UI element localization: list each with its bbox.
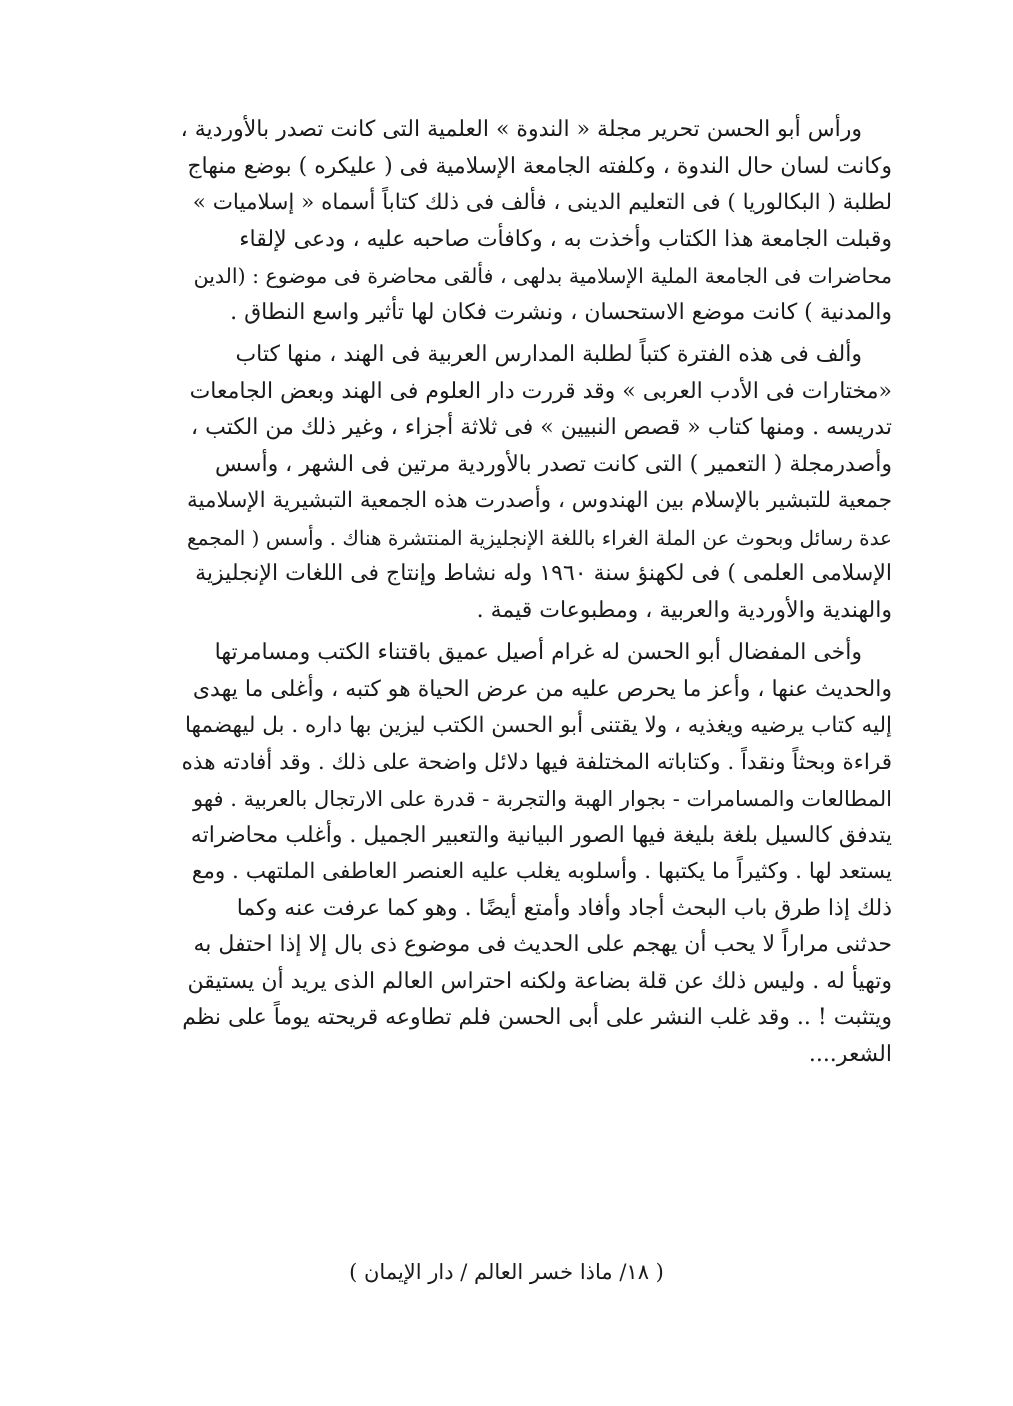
text-line: وأصدرمجلة ( التعمير ) التى كانت تصدر بالأوردية مرتين فى الشهر ، وأسس [214,451,892,477]
text-line: ورأس أبو الحسن تحرير مجلة « الندوة » العلمية التى كانت تصدر بالأوردية ، [180,117,862,142]
text-line: المطالعات والمسامرات - بجوار الهبة والتجربة - قدرة على الارتجال بالعربية . فهو [192,787,892,811]
paragraph-3 [180,635,892,1073]
paragraph-1 [180,112,892,331]
paragraph-2 [180,337,892,629]
text-line: الإسلامى العلمى ) فى لكهنؤ سنة ١٩٦٠ وله نشاط وإنتاج فى اللغات الإنجليزية [195,561,892,586]
text-line: قراءة وبحثاً ونقداً . وكتاباته المختلفة فيها دلائل واضحة على ذلك . وقد أفادته هذه [181,749,892,775]
text-line: عدة رسائل وبحوث عن الملة الغراء باللغة الإنجليزية المنتشرة هناك . وأسس ( المجمع [186,525,892,550]
text-line: والمدنية ) كانت موضع الاستحسان ، ونشرت فكان لها تأثير واسع النطاق . [230,299,892,325]
page-footer: ( ١٨/ ماذا خسر العالم / دار الإيمان ) [349,1260,664,1284]
text-line: لطلبة ( البكالوريا ) فى التعليم الدينى ، فألف فى ذلك كتاباً أسماه « إسلاميات » [192,190,892,215]
text-line: جمعية للتبشير بالإسلام بين الهندوس ، وأصدرت هذه الجمعية التبشيرية الإسلامية [187,488,892,513]
text-line: وكانت لسان حال الندوة ، وكلفته الجامعة الإسلامية فى ( عليكره ) بوضع منهاج [187,153,892,179]
text-line: وألف فى هذه الفترة كتباً لطلبة المدارس العربية فى الهند ، منها كتاب [235,342,862,367]
body-text [180,112,892,1079]
text-line: ذلك إذا طرق باب البحث أجاد وأفاد وأمتع أيضًا . وهو كما عرفت عنه وكما [236,895,892,921]
text-line: والهندية والأوردية والعربية ، ومطبوعات قيمة . [476,597,892,623]
text-line: وأخى المفضال أبو الحسن له غرام أصيل عميق باقتناء الكتب ومسامرتها [214,640,862,665]
text-line: يتدفق كالسيل بلغة بليغة فيها الصور البيانية والتعبير الجميل . وأغلب محاضراته [190,822,892,848]
text-line: حدثنى مراراً لا يحب أن يهجم على الحديث فى موضوع ذى بال إلا إذا احتفل به [193,932,892,957]
text-line: إليه كتاب يرضيه ويغذيه ، ولا يقتنى أبو الحسن الكتب ليزين بها داره . بل ليهضمها [184,713,892,738]
text-line: محاضرات فى الجامعة الملية الإسلامية بدلهى ، فألقى محاضرة فى موضوع : (الدين [193,264,892,288]
text-line: «مختارات فى الأدب العربى » وقد قررت دار العلوم فى الهند وبعض الجامعات [189,378,892,404]
text-line: والحديث عنها ، وأعز ما يحرص عليه من عرض الحياة هو كتبه ، وأغلى ما يهدى [192,676,892,702]
text-line: تدريسه . ومنها كتاب « قصص النبيين » فى ثلاثة أجزاء ، وغير ذلك من الكتب ، [191,415,892,440]
text-line: ويتثبت ! .. وقد غلب النشر على أبى الحسن فلم تطاوعه قريحته يوماً على نظم [182,1005,892,1030]
text-line: وقبلت الجامعة هذا الكتاب وأخذت به ، وكافأت صاحبه عليه ، ودعى لإلقاء [239,226,892,252]
text-line: الشعر.... [808,1041,892,1067]
text-line: وتهيأ له . وليس ذلك عن قلة بضاعة ولكنه احتراس العالم الذى يريد أن يستيقن [187,968,892,994]
text-line: يستعد لها . وكثيراً ما يكتبها . وأسلوبه يغلب عليه العنصر العاطفى الملتهب . ومع [191,859,892,884]
